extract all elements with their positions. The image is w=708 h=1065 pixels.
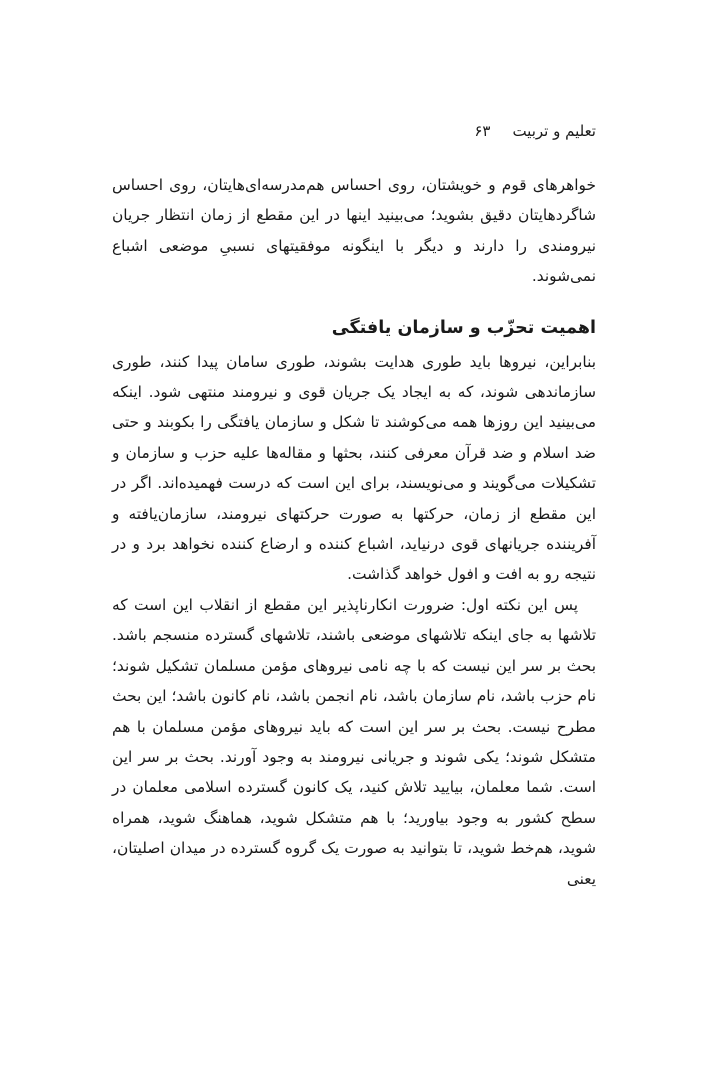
running-header — [112, 118, 596, 144]
section-heading: اهمیت تحزّب و سازمان یافتگی — [331, 317, 596, 338]
page-body — [112, 170, 596, 894]
page-number: ۶۳ — [474, 122, 491, 140]
paragraph-continued: خواهرهای قوم و خویشتان، روی احساس هم‌مدرسه‌ای‌هایتان، روی احساس شاگردهایتان دقیق بشوید؛ می‌بینید اینها در این مقطع از زمان انتظار جریان نیرومندی را دارند و دیگر با اینگونه موفقیتهای نسبیِ موضعی اشباع نمی‌شوند. — [112, 176, 596, 286]
paragraph: پس این نکته اول: ضرورت انکارناپذیر این مقطع از انقلاب این است که تلاشها به جای اینکه تلاشهای موضعی باشند، تلاشهای گسترده منسجم باشد. بحث بر سر این نیست که با چه نامی نیروهای مؤمن مسلمان تشکیل شوند؛ نام حزب باشد، نام سازمان باشد، نام انجمن باشد، نام کانون باشد؛ این بحث مطرح نیست. بحث بر سر این است که باید نیروهای مؤمن مسلمان با هم متشکل شوند؛ یکی شوند و جریانی نیرومند به وجود آورند. بحث بر سر این است. شما معلمان، بیایید تلاش کنید، یک کانون گسترده اسلامی معلمان در سطح کشور به وجود بیاورید؛ با هم متشکل شوید، هماهنگ شوید، همراه شوید، هم‌خط شوید، تا بتوانید به صورت یک گروه گسترده در میدان اصلیتان، یعنی — [112, 595, 596, 888]
running-title: تعلیم و تربیت — [512, 122, 596, 140]
paragraph: بنابراین، نیروها باید طوری هدایت بشوند، طوری سامان پیدا کنند، طوری سازماندهی شوند، که به ایجاد یک جریان قوی و نیرومند منتهی شود. اینکه می‌بینید این روزها همه می‌کوشند تا شکل و سازمان یافتگی را بکوبند و حتی ضد اسلام و ضد قرآن معرفی کنند، بحثها و مقاله‌ها علیه حزب و سازمان و تشکیلات می‌گویند و می‌نویسند، برای این است که درست فهمیده‌اند. اگر در این مقطع از زمان، حرکتها به صورت حرکتهای نیرومند، سازمان‌یافته و آفریننده جریانهای قوی درنیاید، اشباع کننده و ارضاع کننده نخواهد برد و در نتیجه رو به افت و افول خواهد گذاشت. — [112, 352, 596, 584]
